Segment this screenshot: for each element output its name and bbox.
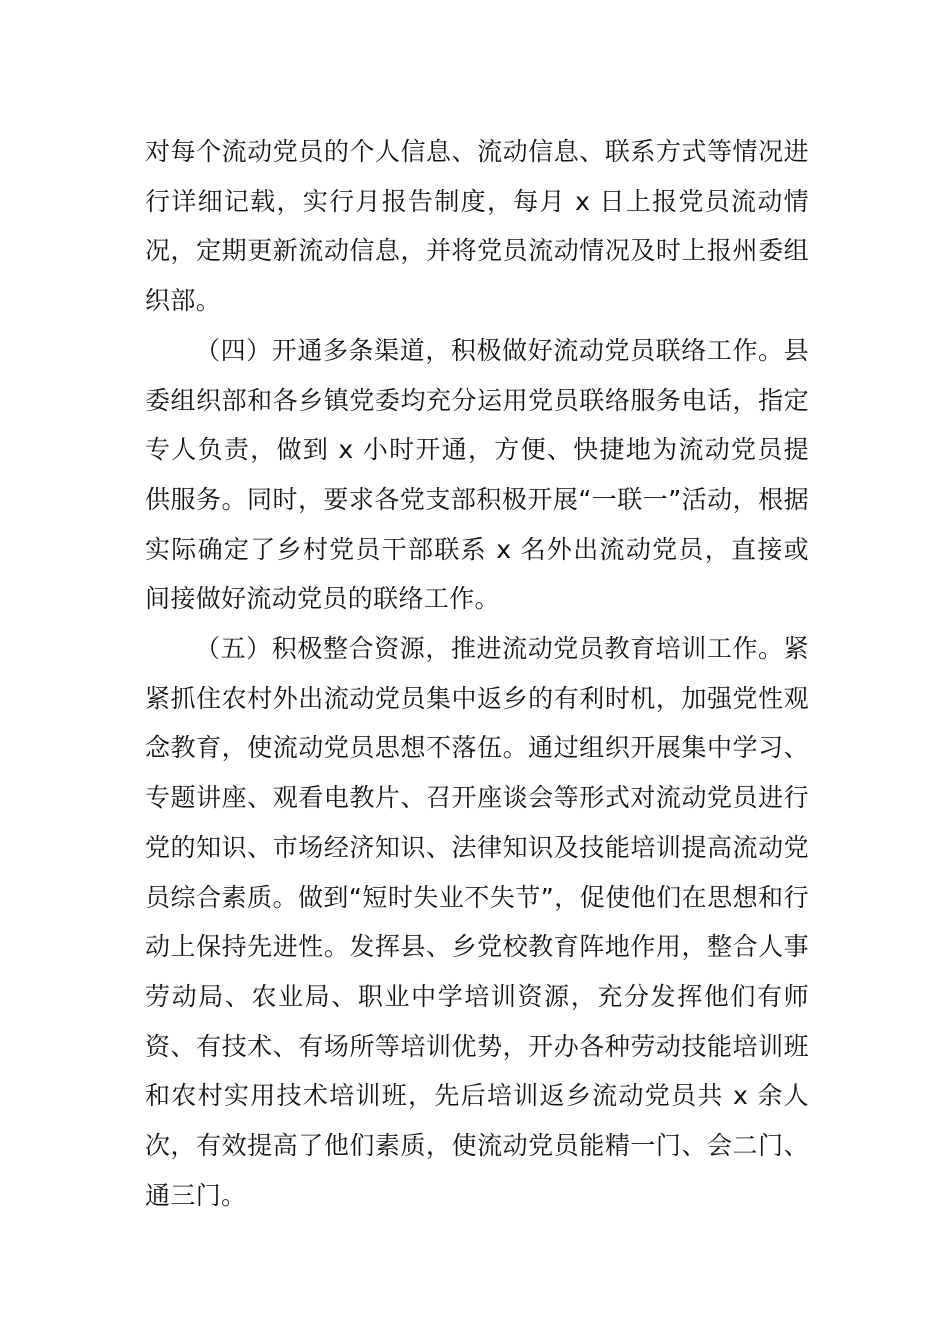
paragraph-2: （四）开通多条渠道，积极做好流动党员联络工作。县委组织部和各乡镇党委均充分运用党员联络服务电话，指定专人负责，做到 x 小时开通，方便、快捷地为流动党员提供服务。同时，要求各党支部积极开展“一联一”活动，根据实际确定了乡村党员干部联系 x 名外出流动党员，直接或间接做好流动党员的联络工作。 bbox=[145, 335, 809, 614]
paragraph-3: （五）积极整合资源，推进流动党员教育培训工作。紧紧抓住农村外出流动党员集中返乡的有利时机，加强党性观念教育，使流动党员思想不落伍。通过组织开展集中学习、专题讲座、观看电教片、召开座谈会等形式对流动党员进行党的知识、市场经济知识、法律知识及技能培训提高流动党员综合素质。做到“短时失业不失节”，促使他们在思想和行动上保持先进性。发挥县、乡党校教育阵地作用，整合人事劳动局、农业局、职业中学培训资源，充分发挥他们有师资、有技术、有场所等培训优势，开办各种劳动技能培训班和农村实用技术培训班，先后培训返乡流动党员共 x 余人次，有效提高了他们素质，使流动党员能精一门、会二门、通三门。 bbox=[145, 634, 809, 1210]
document-body bbox=[145, 127, 809, 1220]
paragraph-1: 对每个流动党员的个人信息、流动信息、联系方式等情况进行详细记载，实行月报告制度，每月 x 日上报党员流动情况，定期更新流动信息，并将党员流动情况及时上报州委组织部。 bbox=[145, 137, 809, 316]
